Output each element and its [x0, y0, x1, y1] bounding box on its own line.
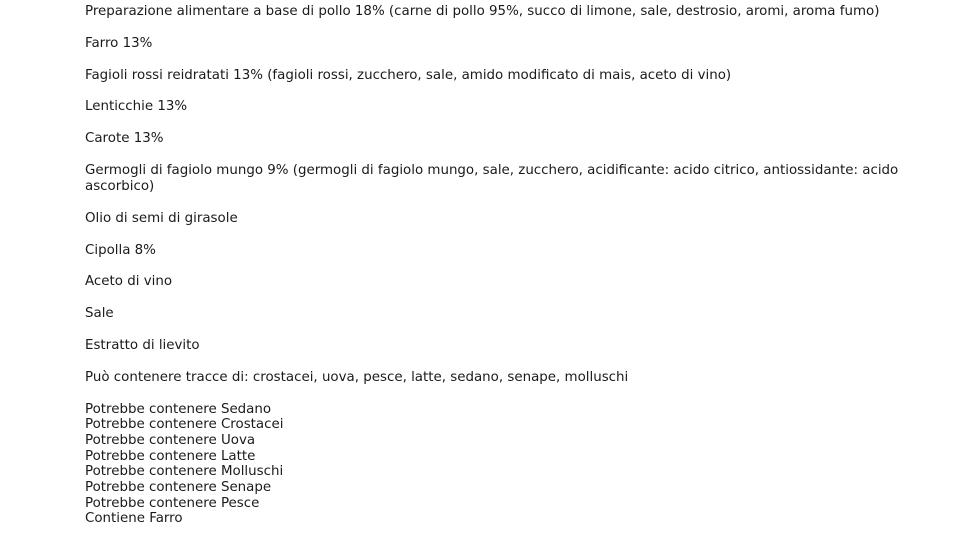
ingredient-sunflower-oil: Olio di semi di girasole: [85, 210, 238, 226]
traces-statement: Può contenere tracce di: crostacei, uova, pesce, latte, sedano, senape, molluschi: [85, 369, 629, 385]
ingredient-wine-vinegar: Aceto di vino: [85, 274, 173, 290]
ingredient-spelt: Farro 13%: [85, 35, 153, 51]
allergen-line: Potrebbe contenere Senape: [85, 480, 272, 496]
ingredient-red-beans: Fagioli rossi reidratati 13% (fagioli rossi, zucchero, sale, amido modificato di mais, aceto di vino): [85, 67, 732, 83]
ingredient-lentils: Lenticchie 13%: [85, 99, 188, 115]
allergen-line: Potrebbe contenere Latte: [85, 448, 256, 464]
ingredient-yeast-extract: Estratto di lievito: [85, 337, 200, 353]
ingredient-chicken: Preparazione alimentare a base di pollo 18% (carne di pollo 95%, succo di limone, sale, destrosio, aromi, aroma fumo): [85, 4, 880, 19]
allergen-line: Potrebbe contenere Pesce: [85, 495, 260, 511]
allergen-line: Potrebbe contenere Crostacei: [85, 417, 284, 433]
allergen-list: [85, 402, 945, 528]
allergen-line: Potrebbe contenere Uova: [85, 432, 256, 448]
ingredient-carrots: Carote 13%: [85, 131, 164, 147]
ingredient-mung-bean-sprouts: Germogli di fagiolo mungo 9% (germogli di fagiolo mungo, sale, zucchero, acidificante: acido citrico, antiossidante: acido ascorbico): [85, 162, 899, 194]
ingredients-document: [85, 4, 945, 527]
allergen-line: Contiene Farro: [85, 511, 183, 527]
ingredient-onion: Cipolla 8%: [85, 242, 156, 258]
allergen-line: Potrebbe contenere Sedano: [85, 401, 272, 417]
allergen-line: Potrebbe contenere Molluschi: [85, 464, 284, 480]
ingredient-salt: Sale: [85, 306, 114, 322]
